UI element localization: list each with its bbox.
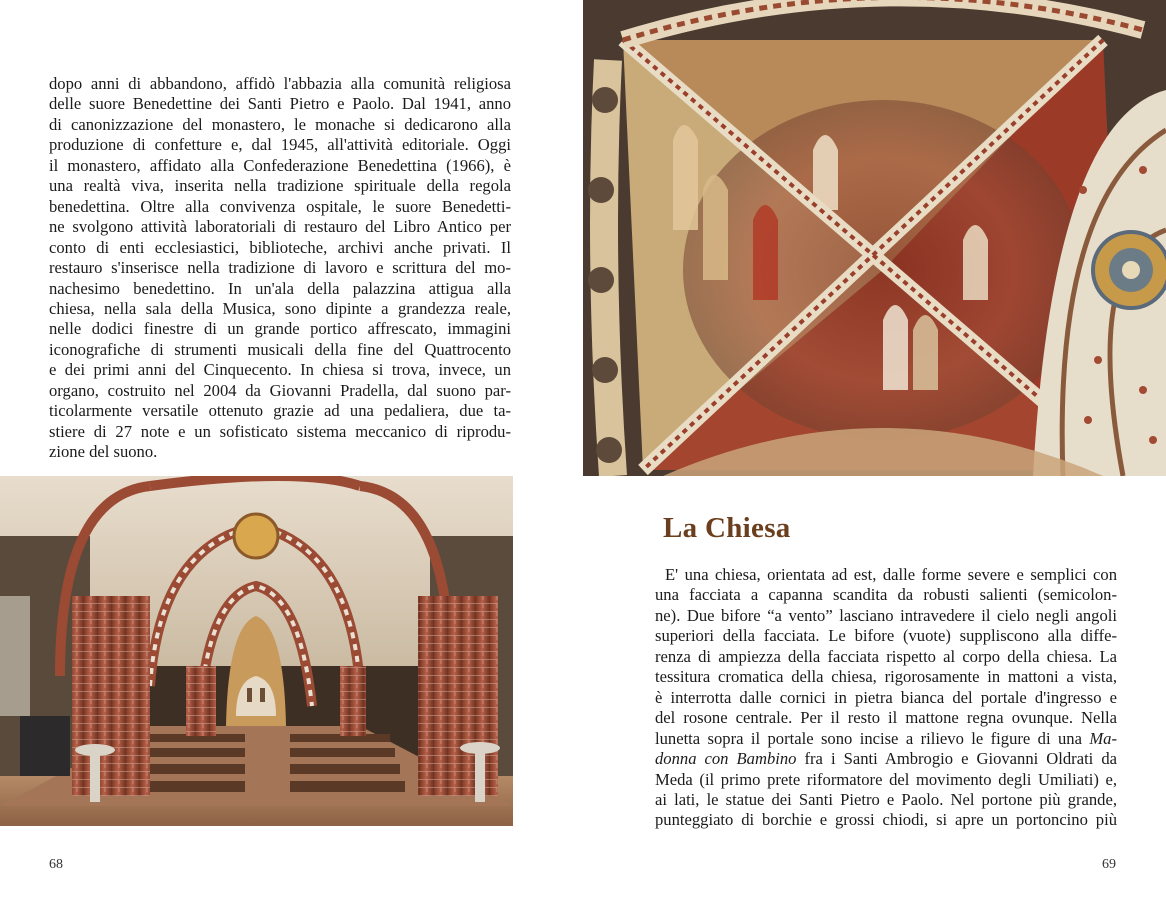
text-line: lunetta sopra il portale sono incise a rilievo le figure di una Ma- (655, 728, 1117, 748)
text-line: conto di enti ecclesiastici, biblioteche, archivi anche privati. Il (49, 237, 511, 257)
text-line: E' una chiesa, orientata ad est, dalle forme severe e semplici con (665, 565, 1117, 584)
text-line: e dei primi anni del Cinquecento. In chiesa si trova, invece, un (49, 360, 511, 380)
text-line: organo, costruito nel 2004 da Giovanni Pradella, dal suono par- (49, 380, 511, 400)
text-line: il monastero, affidato alla Confederazione Benedettina (1966), è (49, 155, 511, 175)
text-line: ne svolgono attività laboratoriali di restauro del Libro Antico per (49, 217, 511, 237)
text-line: una realtà viva, inserita nella tradizione spirituale della regola (49, 176, 511, 196)
text-line: delle suore Benedettine dei Santi Pietro e Paolo. Dal 1941, anno (49, 94, 511, 114)
text-line: ticolarmente versatile ottenuto grazie ad una pedaliera, due ta- (49, 401, 511, 421)
text-line: superiori della facciata. Le bifore (vuote) suppliscono alla diffe- (655, 626, 1117, 646)
text-line: di canonizzazione del monastero, le monache si dedicarono alla (49, 114, 511, 134)
italic-title: donna con Bambino (655, 749, 797, 769)
right-page-body-text (655, 565, 1117, 831)
text-line: del rosone centrale. Per il resto il mattone regna ovunque. Nella (655, 708, 1117, 728)
text-line: produzione di confetture e, dal 1945, all'attività editoriale. Oggi (49, 135, 511, 155)
frescoed-vault-photo (583, 0, 1166, 476)
church-nave-photo (0, 476, 513, 826)
text-line: restauro s'inserisce nella tradizione di lavoro e scrittura del mo- (49, 258, 511, 278)
text-line: ne). Due bifore “a vento” lasciano intravedere il cielo negli angoli (655, 605, 1117, 625)
text-line: punteggiato di borchie e grossi chiodi, si apre un portoncino più (655, 810, 1117, 830)
left-page-body-text (49, 74, 511, 463)
text-line: stiere di 27 note e un sofisticato sistema meccanico di riprodu- (49, 421, 511, 441)
text-line: renza di ampiezza della facciata rispetto al corpo della chiesa. La (655, 646, 1117, 666)
text-line: benedettina. Oltre alla convivenza ospitale, le suore Benedetti- (49, 196, 511, 216)
text-line: Meda (il primo prete riformatore del movimento degli Umiliati) e, (655, 769, 1117, 789)
text-line: nelle dodici finestre di un grande portico affrescato, immagini (49, 319, 511, 339)
text-line: tessitura cromatica della chiesa, rigorosamente in mattoni a vista, (655, 667, 1117, 687)
page-number: 68 (49, 857, 63, 872)
text-line: ai lati, le statue dei Santi Pietro e Paolo. Nel portone più grande, (655, 789, 1117, 809)
text-line: nachesimo benedettino. In un'ala della palazzina attigua alla (49, 278, 511, 298)
text-line: donna con Bambino fra i Santi Ambrogio e Giovanni Oldrati da (655, 749, 1117, 769)
text-line: zione del suono. (49, 442, 158, 462)
text-line: iconografiche di strumenti musicali della fine del Quattrocento (49, 339, 511, 359)
page-number: 69 (1102, 857, 1116, 872)
text-line: dopo anni di abbandono, affidò l'abbazia alla comunità religiosa (49, 74, 511, 93)
text-line: chiesa, nella sala della Musica, sono dipinte a grandezza reale, (49, 298, 511, 318)
text-line: è interrotta dalle cornici in pietra bianca del portale d'ingresso e (655, 687, 1117, 707)
chapter-title: La Chiesa (663, 512, 791, 544)
text-line: una facciata a capanna scandita da robusti salienti (semicolon- (655, 585, 1117, 605)
right-page (583, 0, 1166, 900)
italic-title: Ma- (1089, 728, 1117, 748)
